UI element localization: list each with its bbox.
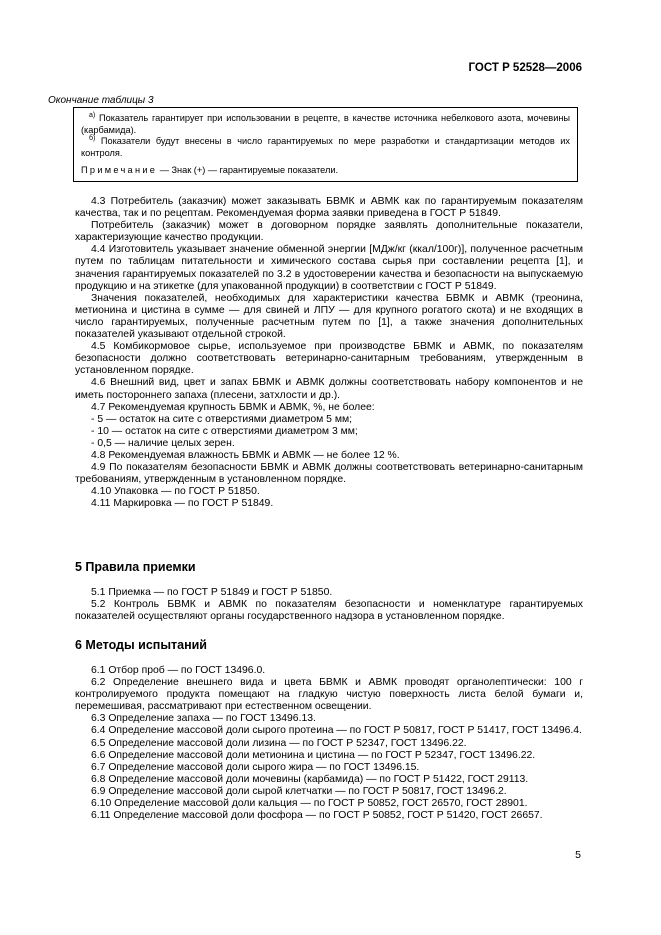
list-item: - 0,5 — наличие целых зерен. — [91, 437, 235, 449]
paragraph-4-5: 4.5 Комбикормовое сырье, используемое при производстве БВМК и АВМК, по показателям безопасности должно соответствовать ветеринарно-санитарным требованиям, утвержденным в установленном порядке. — [75, 341, 583, 377]
table-caption: Окончание таблицы 3 — [48, 95, 154, 106]
table-note — [81, 165, 570, 177]
paragraph-6-9: 6.9 Определение массовой доли сырой клетчатки — по ГОСТ Р 50817, ГОСТ 13496.2. — [91, 785, 507, 797]
paragraph-6-6: 6.6 Определение массовой доли метионина и цистина — по ГОСТ Р 52347, ГОСТ 13496.22. — [91, 749, 536, 761]
paragraph-6-10: 6.10 Определение массовой доли кальция — по ГОСТ Р 50852, ГОСТ 26570, ГОСТ 28901. — [91, 798, 528, 810]
footnote-b-text: Показатели будут внесены в число гарантируемых по мере разработки и стандартизации методов их контроля. — [81, 136, 570, 158]
paragraph-6-1: 6.1 Отбор проб — по ГОСТ 13496.0. — [91, 665, 266, 676]
paragraph-6-5: 6.5 Определение массовой доли лизина — по ГОСТ Р 52347, ГОСТ 13496.22. — [91, 737, 467, 749]
paragraph-5-2: 5.2 Контроль БВМК и АВМК по показателям безопасности и номенклатуре гарантируемых показателей осуществляют органы государственного надзора в установленном порядке. — [75, 599, 583, 623]
page-number: 5 — [575, 849, 581, 861]
paragraph-5-1: 5.1 Приемка — по ГОСТ Р 51849 и ГОСТ Р 51850. — [91, 587, 333, 598]
paragraph-6-8: 6.8 Определение массовой доли мочевины (карбамида) — по ГОСТ Р 51422, ГОСТ 29113. — [91, 773, 529, 785]
footnote-b — [81, 136, 570, 159]
paragraph-4-4: 4.4 Изготовитель указывает значение обменной энергии [МДж/кг (ккал/100г)], полученное расчетным путем по таблицам питательности и химического состава сырья при составлении рецепта [1], и значения гарантируемых показателей по 3.2 в удостоверении качества и безопасности на выпускаемую продукцию и на этикетке (для упакованной продукции) в соответствии с ГОСТ Р 51849. — [75, 244, 583, 292]
paragraph-6-4: 6.4 Определение массовой доли сырого протеина — по ГОСТ Р 50817, ГОСТ Р 51417, ГОСТ 13496.4. — [91, 725, 582, 737]
paragraph-6-3: 6.3 Определение запаха — по ГОСТ 13496.13. — [91, 713, 316, 725]
section-5-heading: 5 Правила приемки — [75, 560, 196, 574]
footnote-b-mark: б) — [89, 134, 96, 142]
paragraph-4-3: 4.3 Потребитель (заказчик) может заказывать БВМК и АВМК как по гарантируемым показателям качества, так и по рецептам. Рекомендуемая форма заявки приведена в ГОСТ Р 51849. — [75, 196, 583, 220]
footnote-a — [81, 113, 570, 136]
note-text: — Знак (+) — гарантируемые показатели. — [157, 165, 339, 175]
paragraph-4-10: 4.10 Упаковка — по ГОСТ Р 51850. — [91, 486, 260, 498]
footnote-a-mark: а) — [89, 111, 96, 119]
paragraph-4-11: 4.11 Маркировка — по ГОСТ Р 51849. — [91, 498, 274, 510]
list-item: - 5 — остаток на сите с отверстиями диаметром 5 мм; — [91, 413, 353, 425]
table-footnotes — [73, 107, 578, 182]
section-5-body — [75, 587, 583, 623]
paragraph-4-8: 4.8 Рекомендуемая влажность БВМК и АВМК — не более 12 %. — [91, 449, 400, 461]
paragraph-4-6: 4.6 Внешний вид, цвет и запах БВМК и АВМК должны соответствовать набору компонентов и не иметь постороннего запаха (плесени, затхлости и др.). — [75, 377, 583, 401]
paragraph-6-7: 6.7 Определение массовой доли сырого жира — по ГОСТ 13496.15. — [91, 761, 420, 773]
section-6-body — [75, 665, 583, 822]
paragraph-6-11: 6.11 Определение массовой доли фосфора — по ГОСТ Р 50852, ГОСТ Р 51420, ГОСТ 26657. — [91, 810, 543, 822]
section-4-body — [75, 196, 583, 510]
paragraph-4-9: 4.9 По показателям безопасности БВМК и АВМК должны соответствовать ветеринарно-санитарным требованиям, утвержденным в установленном порядке. — [75, 462, 583, 486]
section-6-heading: 6 Методы испытаний — [75, 638, 207, 652]
list-item: - 10 — остаток на сите с отверстиями диаметром 3 мм; — [91, 425, 358, 437]
paragraph-6-2: 6.2 Определение внешнего вида и цвета БВМК и АВМК проводят органолептически: 100 г контролируемого продукта помещают на гладкую чистую поверхность листа белой бумаги и, перемешивая, рассматривают при естественном освещении. — [75, 677, 583, 713]
standard-id: ГОСТ Р 52528—2006 — [468, 62, 582, 74]
note-label: Примечание — [81, 165, 158, 175]
paragraph-4-3-cont: Потребитель (заказчик) может в договорном порядке заявлять дополнительные показатели, характеризующие качество продукции. — [75, 220, 583, 244]
footnote-a-text: Показатель гарантирует при использовании в рецепте, в качестве источника небелкового азота, мочевины (карбамида). — [81, 113, 570, 135]
paragraph-4-4-cont: Значения показателей, необходимых для характеристики качества БВМК и АВМК (треонина, метионина и цистина в сумме — для свиней и ЛПУ — для крупного рогатого скота) и не входящих в число гарантируемых, полученные расчетным путем по [1], а также значения дополнительных показателей указывают отдельной строкой. — [75, 292, 583, 341]
paragraph-4-7: 4.7 Рекомендуемая крупность БВМК и АВМК, %, не более: — [91, 401, 375, 413]
